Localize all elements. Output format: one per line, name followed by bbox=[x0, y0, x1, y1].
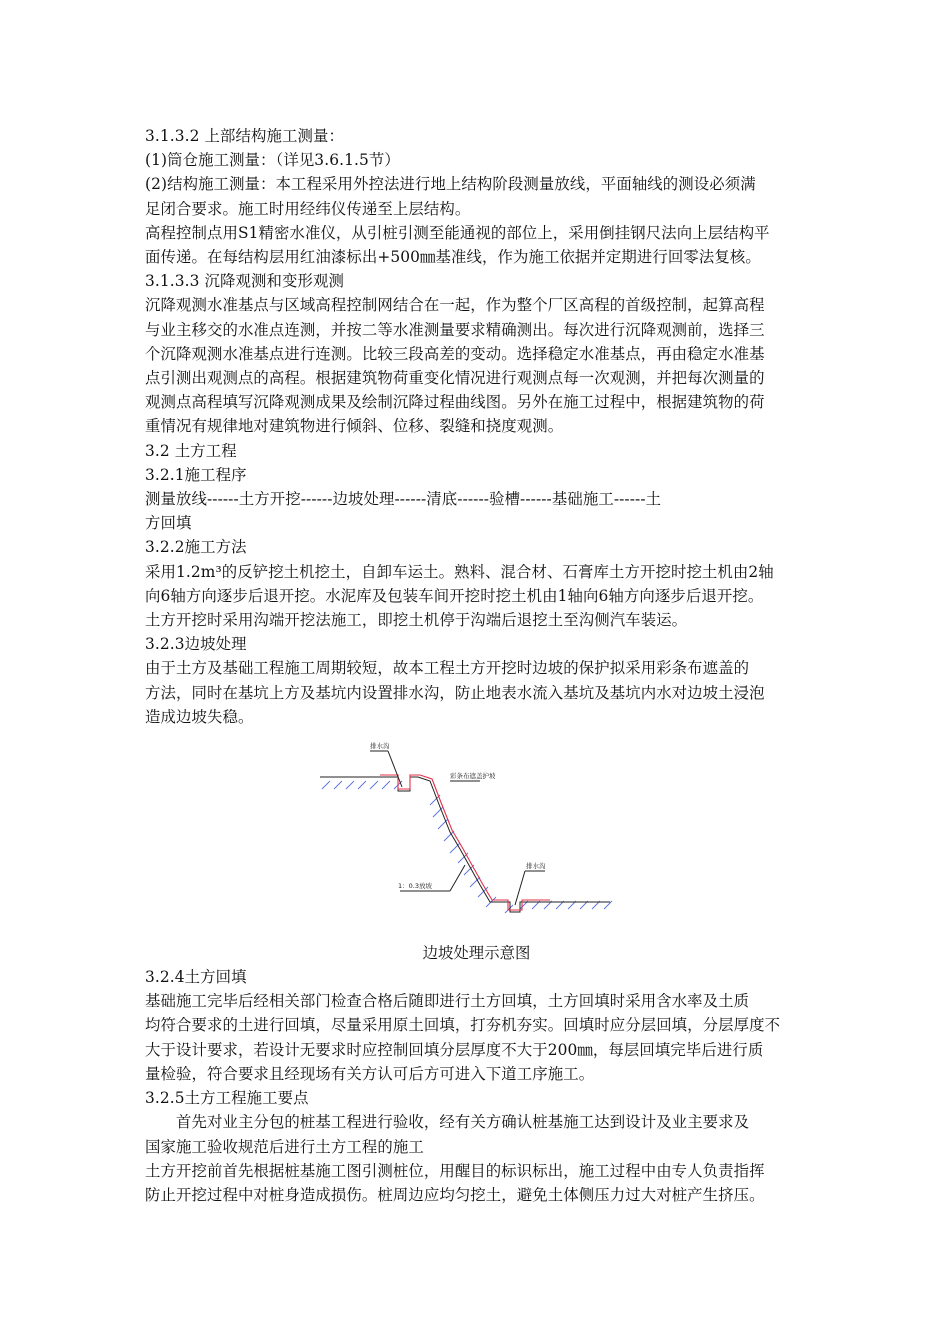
paragraph-line: 与业主移交的水准点连测，并按二等水准测量要求精确测出。每次进行沉降观测前，选择三 bbox=[145, 320, 765, 339]
paragraph-line: (2)结构施工测量：本工程采用外控法进行地上结构阶段测量放线，平面轴线的测设必须满 bbox=[145, 175, 756, 194]
paragraph-line: 防止开挖过程中对桩身造成损伤。桩周边应均匀挖土，避免土体侧压力过大对桩产生挤压。 bbox=[145, 1185, 765, 1204]
slope-diagram-svg bbox=[310, 737, 630, 927]
slope-ratio-label: 1：0.3放坡 bbox=[398, 882, 432, 891]
paragraph-line: 沉降观测水准基点与区域高程控制网结合在一起，作为整个厂区高程的首级控制，起算高程 bbox=[145, 296, 765, 315]
excavation-profile bbox=[320, 777, 610, 912]
text-block-top bbox=[145, 124, 810, 729]
section-heading: 3.2 土方工程 bbox=[145, 441, 237, 460]
paragraph-line: 观测点高程填写沉降观测成果及绘制沉降过程曲线图。另外在施工过程中，根据建筑物的荷 bbox=[145, 393, 765, 412]
paragraph-line: 向6轴方向逐步后退开挖。水泥库及包装车间开挖时挖土机由1轴向6轴方向逐步后退开挖。 bbox=[145, 586, 764, 605]
paragraph-line: 均符合要求的土进行回填，尽量采用原土回填，打夯机夯实。回填时应分层回填，分层厚度不 bbox=[145, 1016, 781, 1035]
figure-caption: 边坡处理示意图 bbox=[422, 944, 531, 963]
paragraph-line: 国家施工验收规范后进行土方工程的施工 bbox=[145, 1137, 424, 1156]
paragraph-line: 首先对业主分包的桩基工程进行验收，经有关方确认桩基施工达到设计及业主要求及 bbox=[176, 1113, 750, 1132]
paragraph-line: 基础施工完毕后经相关部门检查合格后随即进行土方回填，土方回填时采用含水率及土质 bbox=[145, 992, 750, 1011]
ground-hatching bbox=[322, 781, 612, 913]
paragraph-line: 重情况有规律地对建筑物进行倾斜、位移、裂缝和挠度观测。 bbox=[145, 417, 564, 436]
section-heading: 3.1.3.3 沉降观测和变形观测 bbox=[145, 272, 344, 291]
section-heading: 3.2.2施工方法 bbox=[145, 538, 247, 557]
section-heading: 3.2.1施工程序 bbox=[145, 465, 247, 484]
paragraph-line: 足闭合要求。施工时用经纬仪传递至上层结构。 bbox=[145, 199, 471, 218]
paragraph-line: 高程控制点用S1精密水准仪，从引桩引测至能通视的部位上，采用倒挂钢尺法向上层结构平 bbox=[145, 223, 770, 242]
top-ditch-label: 排水沟 bbox=[370, 742, 390, 751]
paragraph-line: (1)筒仓施工测量：（详见3.6.1.5节） bbox=[145, 151, 400, 170]
section-heading: 3.2.4土方回填 bbox=[145, 968, 247, 987]
paragraph-line: 测量放线------土方开挖------边坡处理------清底------验槽------基础施工------土 bbox=[145, 490, 662, 509]
bottom-ditch-label: 排水沟 bbox=[526, 862, 546, 871]
paragraph-line: 土方开挖前首先根据桩基施工图引测桩位，用醒目的标识标出，施工过程中由专人负责指挥 bbox=[145, 1161, 765, 1180]
section-heading: 3.1.3.2 上部结构施工测量： bbox=[145, 127, 344, 145]
paragraph-line: 由于土方及基础工程施工周期较短，故本工程土方开挖时边坡的保护拟采用彩条布遮盖的 bbox=[145, 659, 750, 678]
paragraph-line: 造成边坡失稳。 bbox=[145, 707, 254, 726]
slope-diagram bbox=[145, 737, 810, 937]
text-block-bottom bbox=[145, 965, 810, 1207]
paragraph-line: 采用1.2m³的反铲挖土机挖土，自卸车运土。熟料、混合材、石膏库土方开挖时挖土机由2轴 bbox=[145, 562, 774, 581]
cover-label: 彩条布遮盖护坡 bbox=[450, 772, 496, 781]
paragraph-line: 个沉降观测水准基点进行连测。比较三段高差的变动。选择稳定水准基点，再由稳定水准基 bbox=[145, 344, 765, 363]
section-heading: 3.2.3边坡处理 bbox=[145, 635, 247, 654]
section-heading: 3.2.5土方工程施工要点 bbox=[145, 1089, 309, 1108]
paragraph-line: 方回填 bbox=[145, 514, 192, 533]
document-page bbox=[145, 124, 810, 1207]
paragraph-line: 量检验，符合要求且经现场有关方认可后方可进入下道工序施工。 bbox=[145, 1064, 595, 1083]
paragraph-line: 面传递。在每结构层用红油漆标出+500㎜基准线，作为施工依据并定期进行回零法复核。 bbox=[145, 248, 761, 267]
paragraph-line: 点引测出观测点的高程。根据建筑物荷重变化情况进行观测点每一次观测，并把每次测量的 bbox=[145, 369, 765, 388]
paragraph-line: 土方开挖时采用沟端开挖法施工，即挖土机停于沟端后退挖土至沟侧汽车装运。 bbox=[145, 611, 688, 630]
paragraph-line: 方法，同时在基坑上方及基坑内设置排水沟，防止地表水流入基坑及基坑内水对边坡土浸泡 bbox=[145, 683, 765, 702]
paragraph-line: 大于设计要求，若设计无要求时应控制回填分层厚度不大于200㎜，每层回填完毕后进行质 bbox=[145, 1040, 764, 1059]
